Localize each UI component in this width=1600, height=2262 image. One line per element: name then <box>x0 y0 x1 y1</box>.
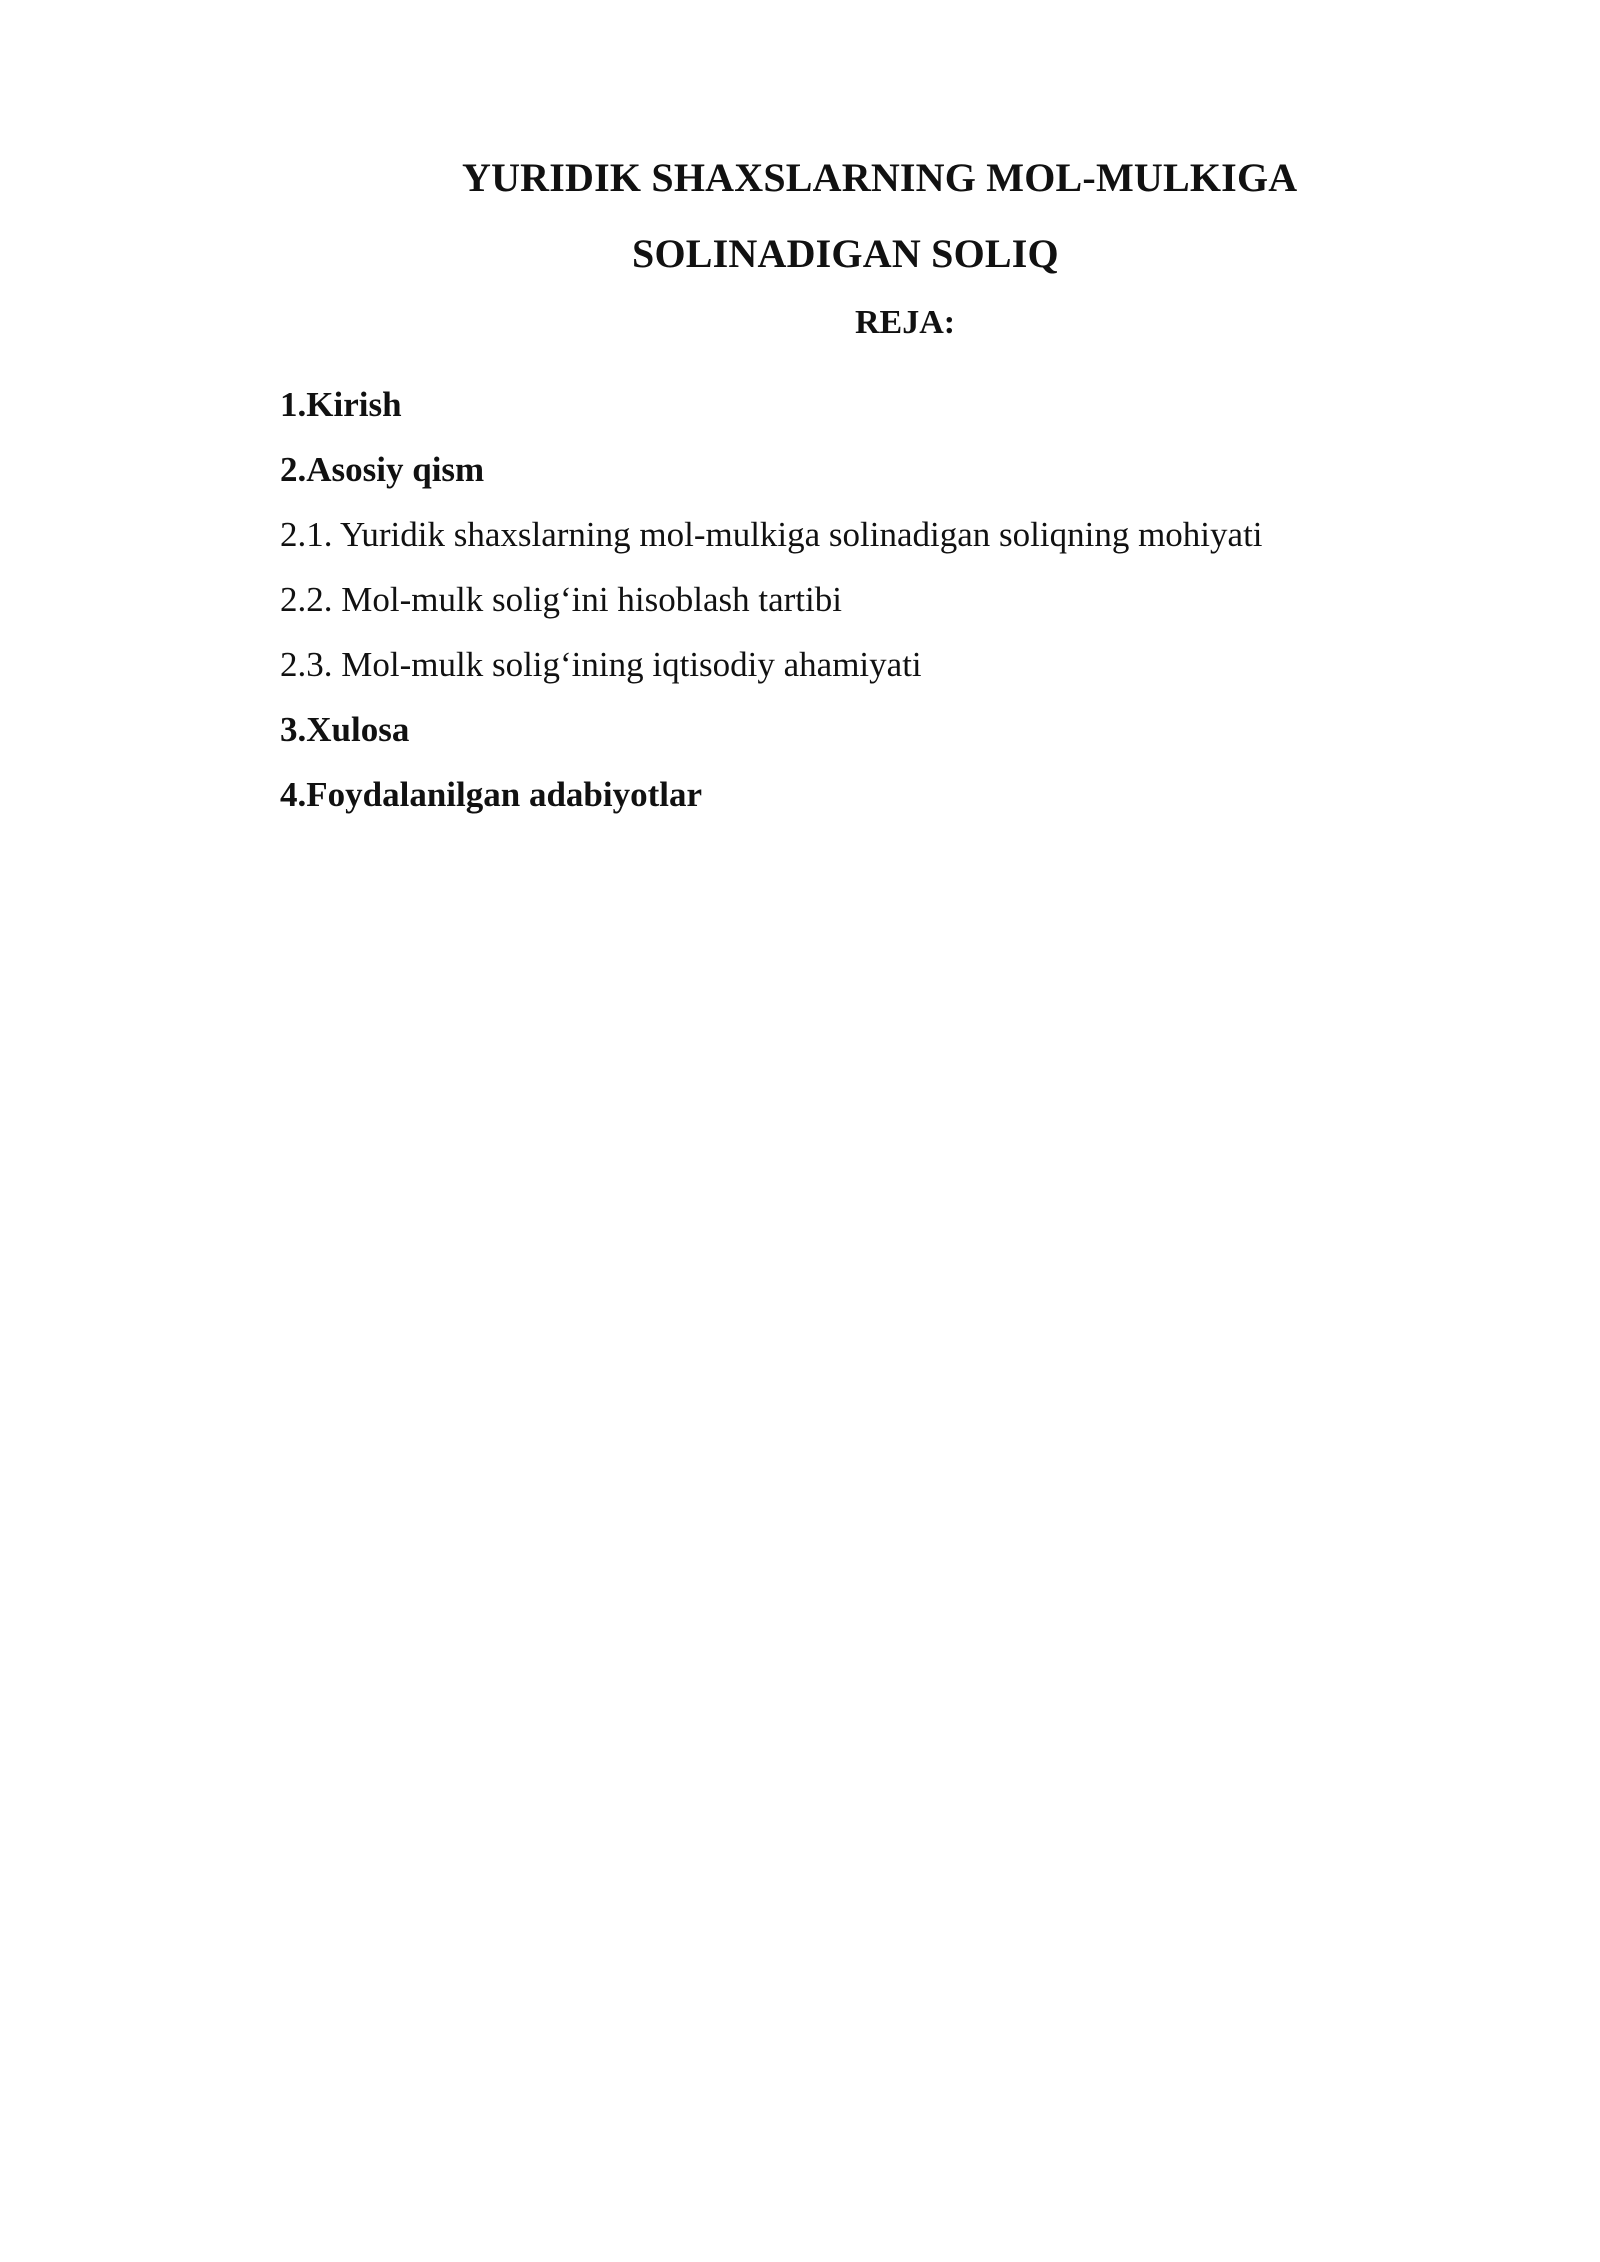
plan-item-2-1: 2.1. Yuridik shaxslarning mol-mulkiga solinadigan soliqning mohiyati <box>280 515 1263 554</box>
plan-item-xulosa: 3.Xulosa <box>280 710 410 749</box>
plan-item-2-3: 2.3. Mol-mulk solig‘ining iqtisodiy ahamiyati <box>280 645 922 684</box>
plan-item-kirish: 1.Kirish <box>280 385 402 424</box>
document-title-line-1: YURIDIK SHAXSLARNING MOL-MULKIGA <box>462 155 1298 200</box>
plan-item-adabiyotlar: 4.Foydalanilgan adabiyotlar <box>280 775 703 814</box>
plan-item-asosiy-qism: 2.Asosiy qism <box>280 450 485 489</box>
plan-list <box>280 372 1263 827</box>
plan-heading: REJA: <box>855 304 956 341</box>
plan-item-2-2: 2.2. Mol-mulk solig‘ini hisoblash tartibi <box>280 580 842 619</box>
document-title-line-2: SOLINADIGAN SOLIQ <box>632 231 1059 276</box>
